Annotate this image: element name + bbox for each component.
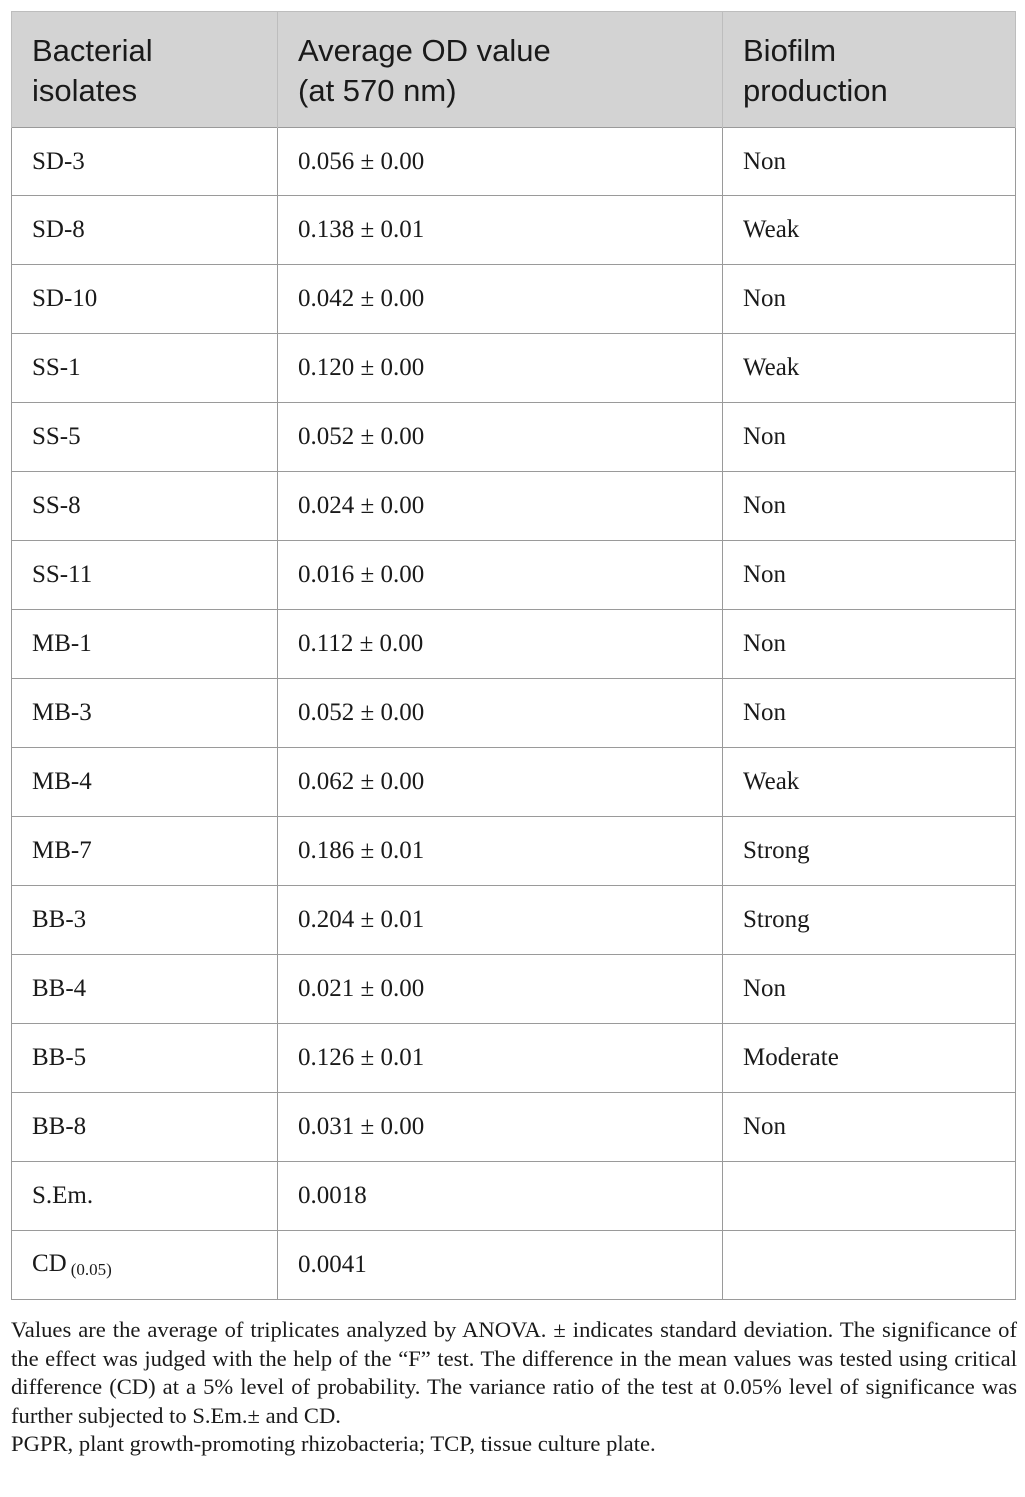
footnote-paragraph: Values are the average of triplicates analyzed by ANOVA. ± indicates standard deviation. The significance of the effect was judged with the help of the “F” test. The difference in the mean values was tested using critical difference (CD) at a 5% level of probability. The variance ratio of the test at 0.05% level of significance was further subjected to S.Em.± and CD. [11,1317,1017,1428]
header-line: production [743,73,888,108]
cd-label: CD [32,1250,67,1277]
table-row [12,403,1016,472]
cell-biofilm: Non [723,472,1016,541]
table-row [12,679,1016,748]
cell-biofilm: Weak [723,334,1016,403]
cd-biofilm-empty [723,1231,1016,1300]
sem-label: S.Em. [12,1162,278,1231]
cell-biofilm: Moderate [723,1024,1016,1093]
header-biofilm-production [723,12,1016,128]
cell-biofilm: Strong [723,886,1016,955]
table-row [12,265,1016,334]
cell-od: 0.186 ± 0.01 [278,817,723,886]
table-row [12,748,1016,817]
cell-od: 0.052 ± 0.00 [278,679,723,748]
header-bacterial-isolates [12,12,278,128]
cd-subscript: (0.05) [70,1260,112,1279]
cell-biofilm: Non [723,265,1016,334]
cd-row [12,1231,1016,1300]
table-row [12,334,1016,403]
table-row [12,610,1016,679]
cell-isolate: BB-3 [12,886,278,955]
table-row [12,955,1016,1024]
cell-od: 0.062 ± 0.00 [278,748,723,817]
cell-od: 0.024 ± 0.00 [278,472,723,541]
header-line: isolates [32,73,138,108]
sem-biofilm-empty [723,1162,1016,1231]
cell-isolate: SS-11 [12,541,278,610]
cell-od: 0.138 ± 0.01 [278,196,723,265]
header-line: Biofilm [743,33,837,68]
sem-value: 0.0018 [278,1162,723,1231]
cell-biofilm: Non [723,128,1016,196]
table-footnote [11,1316,1017,1459]
cell-biofilm: Weak [723,196,1016,265]
results-table-container [11,11,1015,1300]
cell-biofilm: Strong [723,817,1016,886]
cell-biofilm: Non [723,541,1016,610]
cell-od: 0.126 ± 0.01 [278,1024,723,1093]
cell-isolate: MB-3 [12,679,278,748]
cell-od: 0.204 ± 0.01 [278,886,723,955]
cell-biofilm: Non [723,610,1016,679]
cell-isolate: BB-5 [12,1024,278,1093]
table-row [12,472,1016,541]
header-line: Average OD value [298,33,551,68]
cell-isolate: SS-1 [12,334,278,403]
cell-isolate: BB-4 [12,955,278,1024]
cell-od: 0.021 ± 0.00 [278,955,723,1024]
cell-od: 0.016 ± 0.00 [278,541,723,610]
footnote-abbreviations: PGPR, plant growth-promoting rhizobacteria; TCP, tissue culture plate. [11,1431,656,1456]
cell-isolate: BB-8 [12,1093,278,1162]
cell-od: 0.112 ± 0.00 [278,610,723,679]
table-row [12,128,1016,196]
header-line: Bacterial [32,33,153,68]
header-row [12,12,1016,128]
cell-od: 0.052 ± 0.00 [278,403,723,472]
cell-od: 0.042 ± 0.00 [278,265,723,334]
cell-biofilm: Non [723,403,1016,472]
table-body [12,128,1016,1300]
cell-isolate: SD-3 [12,128,278,196]
table-header [12,12,1016,128]
sem-row [12,1162,1016,1231]
cell-biofilm: Non [723,955,1016,1024]
table-row [12,1093,1016,1162]
header-line: (at 570 nm) [298,73,457,108]
cell-od: 0.120 ± 0.00 [278,334,723,403]
cd-value: 0.0041 [278,1231,723,1300]
biofilm-table [11,11,1016,1300]
table-row [12,886,1016,955]
cell-biofilm: Non [723,1093,1016,1162]
cell-isolate: SD-8 [12,196,278,265]
table-row [12,541,1016,610]
table-row [12,196,1016,265]
cell-isolate: MB-1 [12,610,278,679]
cell-isolate: SS-5 [12,403,278,472]
cell-biofilm: Weak [723,748,1016,817]
cell-od: 0.056 ± 0.00 [278,128,723,196]
header-average-od [278,12,723,128]
table-row [12,817,1016,886]
table-row [12,1024,1016,1093]
cell-isolate: MB-4 [12,748,278,817]
cell-biofilm: Non [723,679,1016,748]
cell-isolate: SS-8 [12,472,278,541]
cd-label-cell [12,1231,278,1300]
cell-isolate: SD-10 [12,265,278,334]
cell-od: 0.031 ± 0.00 [278,1093,723,1162]
cell-isolate: MB-7 [12,817,278,886]
